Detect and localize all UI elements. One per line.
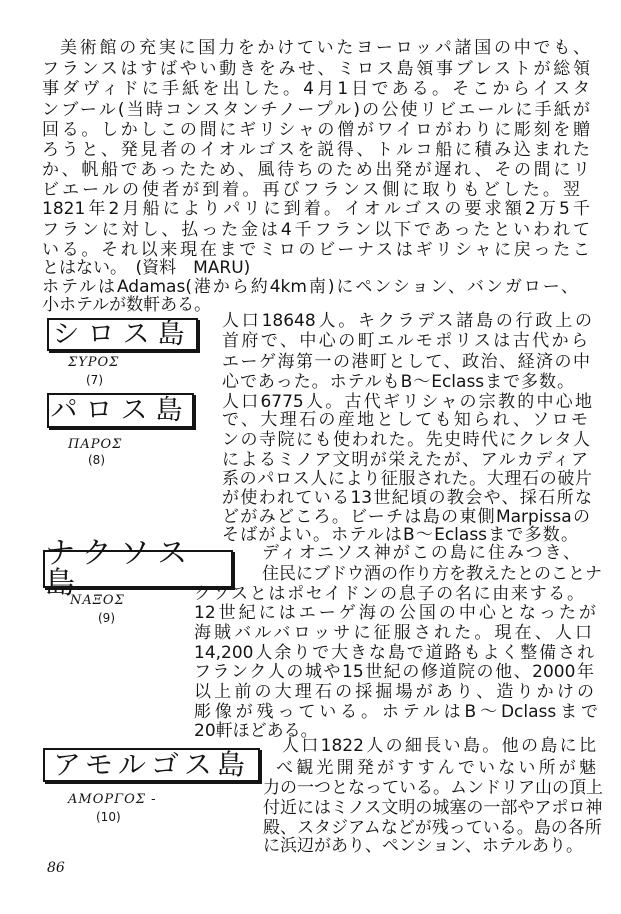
island-index: (8) bbox=[88, 453, 105, 467]
island-text-line: 12世紀にはエーゲ海の公国の中心となったが bbox=[194, 603, 596, 623]
intro-line: ビエールの使者が到着。再びフランス側に取りもどした。翌 bbox=[42, 180, 580, 200]
intro-line: ンブール(当時コンスタンチノープル)の公使リビエールに手紙が bbox=[42, 100, 590, 120]
intro-line: 美術館の充実に国力をかけていたヨーロッパ諸国の中でも、 bbox=[60, 38, 590, 58]
island-text-line: フランク人の城や15世紀の修道院の他、2000年 bbox=[194, 662, 594, 682]
island-text-line: が使われている13世紀頃の教会や、採石所な bbox=[222, 488, 592, 508]
island-text-line: で、大理石の産地としても知られ、ソロモ bbox=[222, 410, 588, 430]
island-text-line: ンの寺院にも使われた。先史時代にクレタ人 bbox=[222, 430, 590, 450]
island-text-line: そばがよい。ホテルはB～Eclassまで多数。 bbox=[222, 525, 578, 545]
island-title-box: パロス島 bbox=[47, 393, 194, 428]
intro-line: か、帆船であったため、風待ちのため出発が遅れ、その間にリ bbox=[42, 160, 590, 180]
island-greek-name: ΣΥΡΟΣ bbox=[68, 355, 120, 370]
island-text-line: 人口6775人。古代ギリシャの宗教的中心地 bbox=[222, 392, 592, 412]
intro-line: いる。それ以来現在までミロのビーナスはギリシャに戻ったこ bbox=[42, 240, 590, 260]
island-text-line: 海賊バルバロッサに征服された。現在、人口 bbox=[194, 623, 592, 643]
intro-line: とはない。 (資料 MARU) bbox=[42, 258, 251, 278]
island-text-line: 以上前の大理石の採掘場があり、造りかけの bbox=[194, 682, 594, 702]
island-text-line: に浜辺があり、ペンション、ホテルあり。 bbox=[263, 836, 584, 856]
island-text-line: 彫像が残っている。ホテルはB～Dclassまで bbox=[194, 702, 598, 722]
island-text-line: 力の一つとなっている。ムンドリア山の頂上 bbox=[263, 778, 603, 798]
island-greek-name: ΝΑΞΟΣ bbox=[70, 593, 125, 608]
island-text-line: エーゲ海第一の港町として、政治、経済の中 bbox=[222, 352, 590, 372]
island-text-line: 心であった。ホテルもB～Eclassまで多数。 bbox=[222, 372, 574, 392]
island-text-line: クソスとはポセイドンの息子の名に由来する。 bbox=[194, 584, 584, 604]
island-index: (10) bbox=[96, 810, 121, 824]
intro-line: ホテルはAdamas(港から約4km南)にペンション、バンガロー、 bbox=[42, 277, 578, 297]
intro-line: ろうと、発見者のイオルゴスを説得、トルコ船に積み込まれた bbox=[42, 140, 590, 160]
island-text-line: どがみどころ。ビーチは島の東側Marpissaの bbox=[222, 507, 590, 527]
intro-line: フランに対し、払った金は4千フラン以下であったといわれて bbox=[42, 220, 590, 240]
island-index: (7) bbox=[86, 373, 103, 387]
intro-line: 1821年2月船によりパリに到着。イオルゴスの要求額2万5千 bbox=[42, 199, 590, 219]
island-text-line: 20軒ほどある。 bbox=[194, 721, 318, 741]
island-greek-name: ΑΜΟΡΓΟΣ - bbox=[68, 792, 157, 807]
island-text-line: 首府で、中心の町エルモポリスは古代から bbox=[222, 331, 588, 351]
island-text-line: ディオニソス神がこの島に住みつき、 bbox=[262, 543, 580, 563]
island-index: (9) bbox=[98, 611, 115, 625]
island-text-line: 人口18648人。キクラデス諸島の行政上の bbox=[222, 311, 592, 331]
island-title-box: シロス島 bbox=[47, 318, 198, 351]
island-text-line: べ観光開発がすすんでいない所が魅 bbox=[276, 758, 596, 778]
island-greek-name: ΠΑΡΟΣ bbox=[68, 437, 123, 452]
intro-line: 事ダヴィドに手紙を出した。4月1日である。そこからイスタ bbox=[42, 79, 590, 99]
island-text-line: 住民にブドウ酒の作り方を教えたとのことナ bbox=[262, 564, 602, 584]
island-text-line: 付近にはミノス文明の城塞の一部やアポロ神 bbox=[263, 798, 603, 818]
page-number: 86 bbox=[47, 860, 65, 876]
island-text-line: 人口1822人の細長い島。他の島に比 bbox=[282, 736, 596, 756]
island-text-line: によるミノア文明が栄えたが、アルカディア bbox=[222, 450, 588, 470]
island-text-line: 14,200人余りで大きな島で道路もよく整備され bbox=[194, 643, 594, 663]
island-title-box: ナクソス島 bbox=[43, 550, 233, 588]
intro-line: 回る。しかしこの間にギリシャの僧がワイロがわりに彫刻を贈 bbox=[42, 120, 590, 140]
island-text-line: 殿、スタジアムなどが残っている。島の各所 bbox=[263, 818, 602, 838]
intro-line: 小ホテルが数軒ある。 bbox=[42, 295, 212, 315]
island-text-line: 系のパロス人により征服された。大理石の破片 bbox=[222, 469, 592, 489]
intro-line: フランスはすばやい動きをみせ、ミロス島領事ブレストが総領 bbox=[42, 59, 590, 79]
island-title-box: アモルゴス島 bbox=[43, 748, 260, 782]
